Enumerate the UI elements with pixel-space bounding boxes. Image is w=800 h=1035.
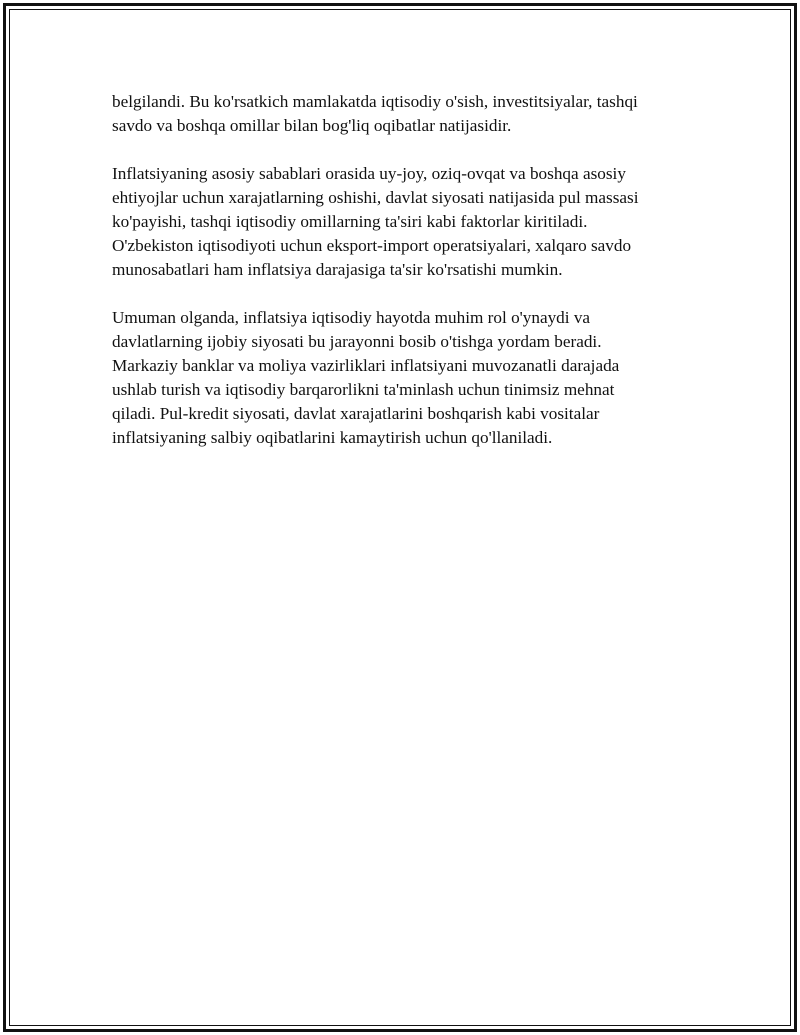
text-line: ko'payishi, tashqi iqtisodiy omillarning ta'siri kabi faktorlar kiritiladi. — [112, 212, 588, 231]
document-body — [112, 90, 712, 474]
paragraph-2 — [112, 162, 712, 282]
text-line: davlatlarning ijobiy siyosati bu jarayonni bosib o'tishga yordam beradi. — [112, 332, 602, 351]
text-line: belgilandi. Bu ko'rsatkich mamlakatda iqtisodiy o'sish, investitsiyalar, tashqi — [112, 92, 638, 111]
text-line: qiladi. Pul-kredit siyosati, davlat xarajatlarini boshqarish kabi vositalar — [112, 404, 600, 423]
text-line: inflatsiyaning salbiy oqibatlarini kamaytirish uchun qo'llaniladi. — [112, 428, 553, 447]
paragraph-3 — [112, 306, 712, 450]
text-line: Inflatsiyaning asosiy sabablari orasida uy-joy, oziq-ovqat va boshqa asosiy — [112, 164, 626, 183]
text-line: munosabatlari ham inflatsiya darajasiga ta'sir ko'rsatishi mumkin. — [112, 260, 563, 279]
text-line: ushlab turish va iqtisodiy barqarorlikni ta'minlash uchun tinimsiz mehnat — [112, 380, 615, 399]
text-line: ehtiyojlar uchun xarajatlarning oshishi, davlat siyosati natijasida pul massasi — [112, 188, 639, 207]
text-line: Umuman olganda, inflatsiya iqtisodiy hayotda muhim rol o'ynaydi va — [112, 308, 591, 327]
paragraph-1 — [112, 90, 712, 138]
text-line: Markaziy banklar va moliya vazirliklari inflatsiyani muvozanatli darajada — [112, 356, 620, 375]
text-line: O'zbekiston iqtisodiyoti uchun eksport-import operatsiyalari, xalqaro savdo — [112, 236, 632, 255]
text-line: savdo va boshqa omillar bilan bog'liq oqibatlar natijasidir. — [112, 116, 512, 135]
